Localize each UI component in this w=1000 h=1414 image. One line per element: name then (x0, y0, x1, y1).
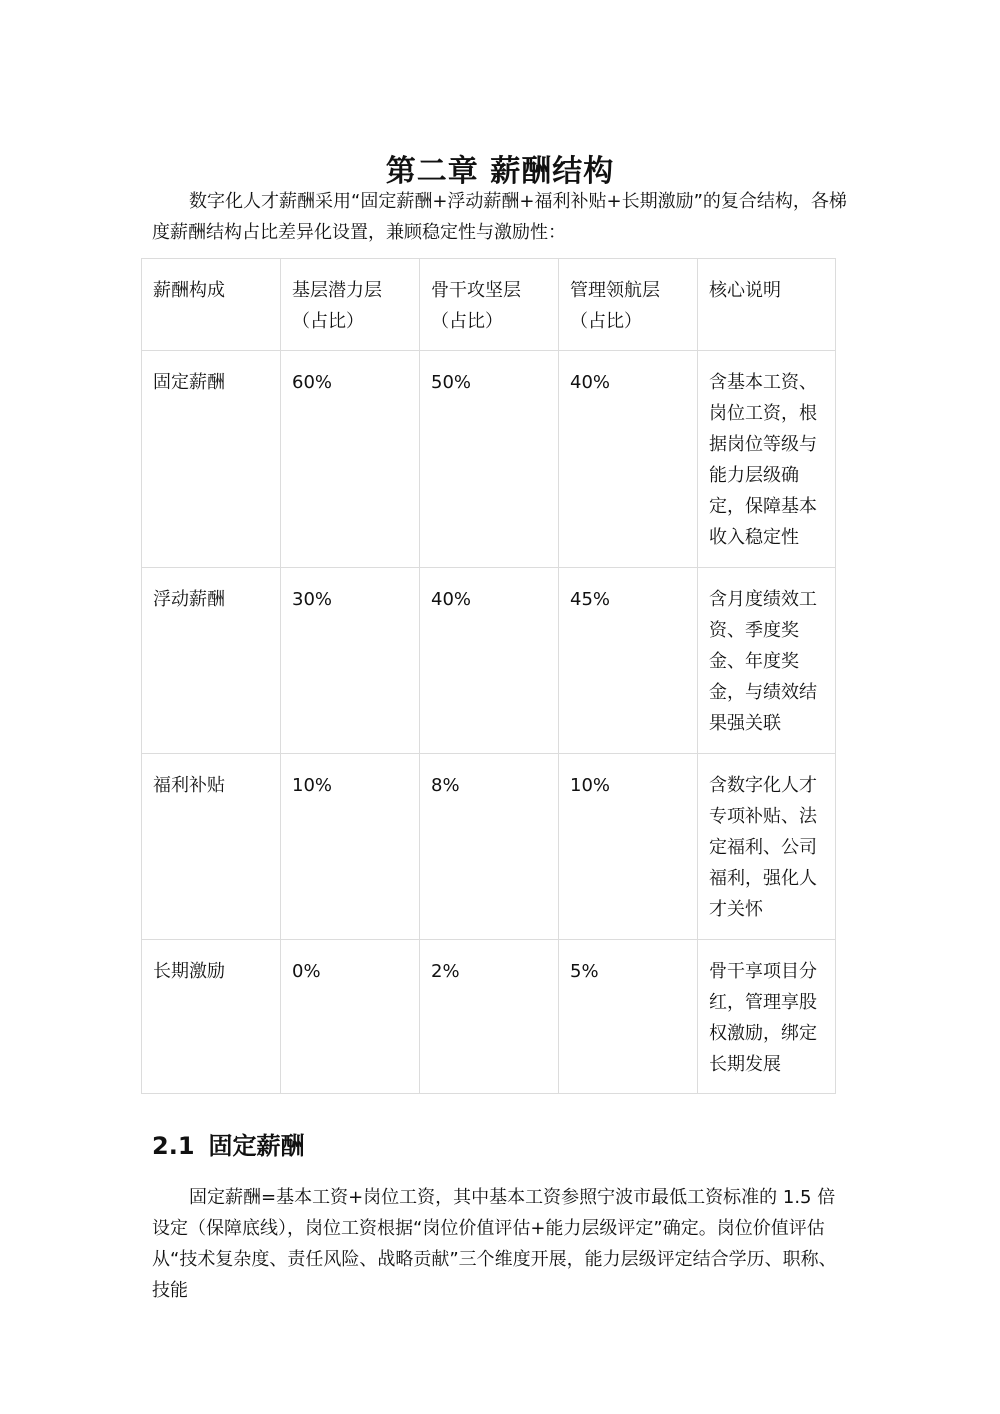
section-body-paragraph: 固定薪酬=基本工资+岗位工资，其中基本工资参照宁波市最低工资标准的 1.5 倍设定（保障底线），岗位工资根据“岗位价值评估+能力层级评定”确定。岗位价值评估从“技术复杂度、责任风险、战略贡献”三个维度开展，能力层级评定结合学历、职称、技能 (152, 1187, 837, 1301)
table-cell: 8% (420, 754, 559, 940)
table-cell: 10% (281, 754, 420, 940)
header-cell: 管理领航层（占比） (559, 259, 698, 351)
header-cell: 核心说明 (698, 259, 836, 351)
chapter-title: 第二章 薪酬结构 (385, 154, 615, 190)
section-heading (152, 1126, 305, 1161)
table-row (142, 940, 836, 1094)
table-row (142, 754, 836, 940)
section-number: 2.1 (152, 1132, 195, 1160)
header-cell: 骨干攻坚层（占比） (420, 259, 559, 351)
table-cell: 骨干享项目分红，管理享股权激励，绑定长期发展 (698, 940, 836, 1094)
table-cell: 含月度绩效工资、季度奖金、年度奖金，与绩效结果强关联 (698, 568, 836, 754)
table-cell: 30% (281, 568, 420, 754)
header-cell: 薪酬构成 (142, 259, 281, 351)
table-cell: 60% (281, 351, 420, 568)
table-cell: 40% (420, 568, 559, 754)
table-cell: 长期激励 (142, 940, 281, 1094)
table-cell: 含基本工资、岗位工资，根据岗位等级与能力层级确定，保障基本收入稳定性 (698, 351, 836, 568)
table-cell: 10% (559, 754, 698, 940)
table-cell: 浮动薪酬 (142, 568, 281, 754)
intro-paragraph: 数字化人才薪酬采用“固定薪酬+浮动薪酬+福利补贴+长期激励”的复合结构，各梯度薪酬结构占比差异化设置，兼顾稳定性与激励性： (152, 191, 847, 243)
table-cell: 40% (559, 351, 698, 568)
table-row (142, 568, 836, 754)
table-cell: 福利补贴 (142, 754, 281, 940)
table-cell: 固定薪酬 (142, 351, 281, 568)
table-cell: 0% (281, 940, 420, 1094)
table-cell: 50% (420, 351, 559, 568)
table-row (142, 351, 836, 568)
table-cell: 45% (559, 568, 698, 754)
section-title: 固定薪酬 (208, 1132, 305, 1160)
table-cell: 含数字化人才专项补贴、法定福利、公司福利，强化人才关怀 (698, 754, 836, 940)
header-cell: 基层潜力层（占比） (281, 259, 420, 351)
table-cell: 2% (420, 940, 559, 1094)
salary-structure-table (141, 258, 836, 1094)
table-cell: 5% (559, 940, 698, 1094)
table-header-row (142, 259, 836, 351)
